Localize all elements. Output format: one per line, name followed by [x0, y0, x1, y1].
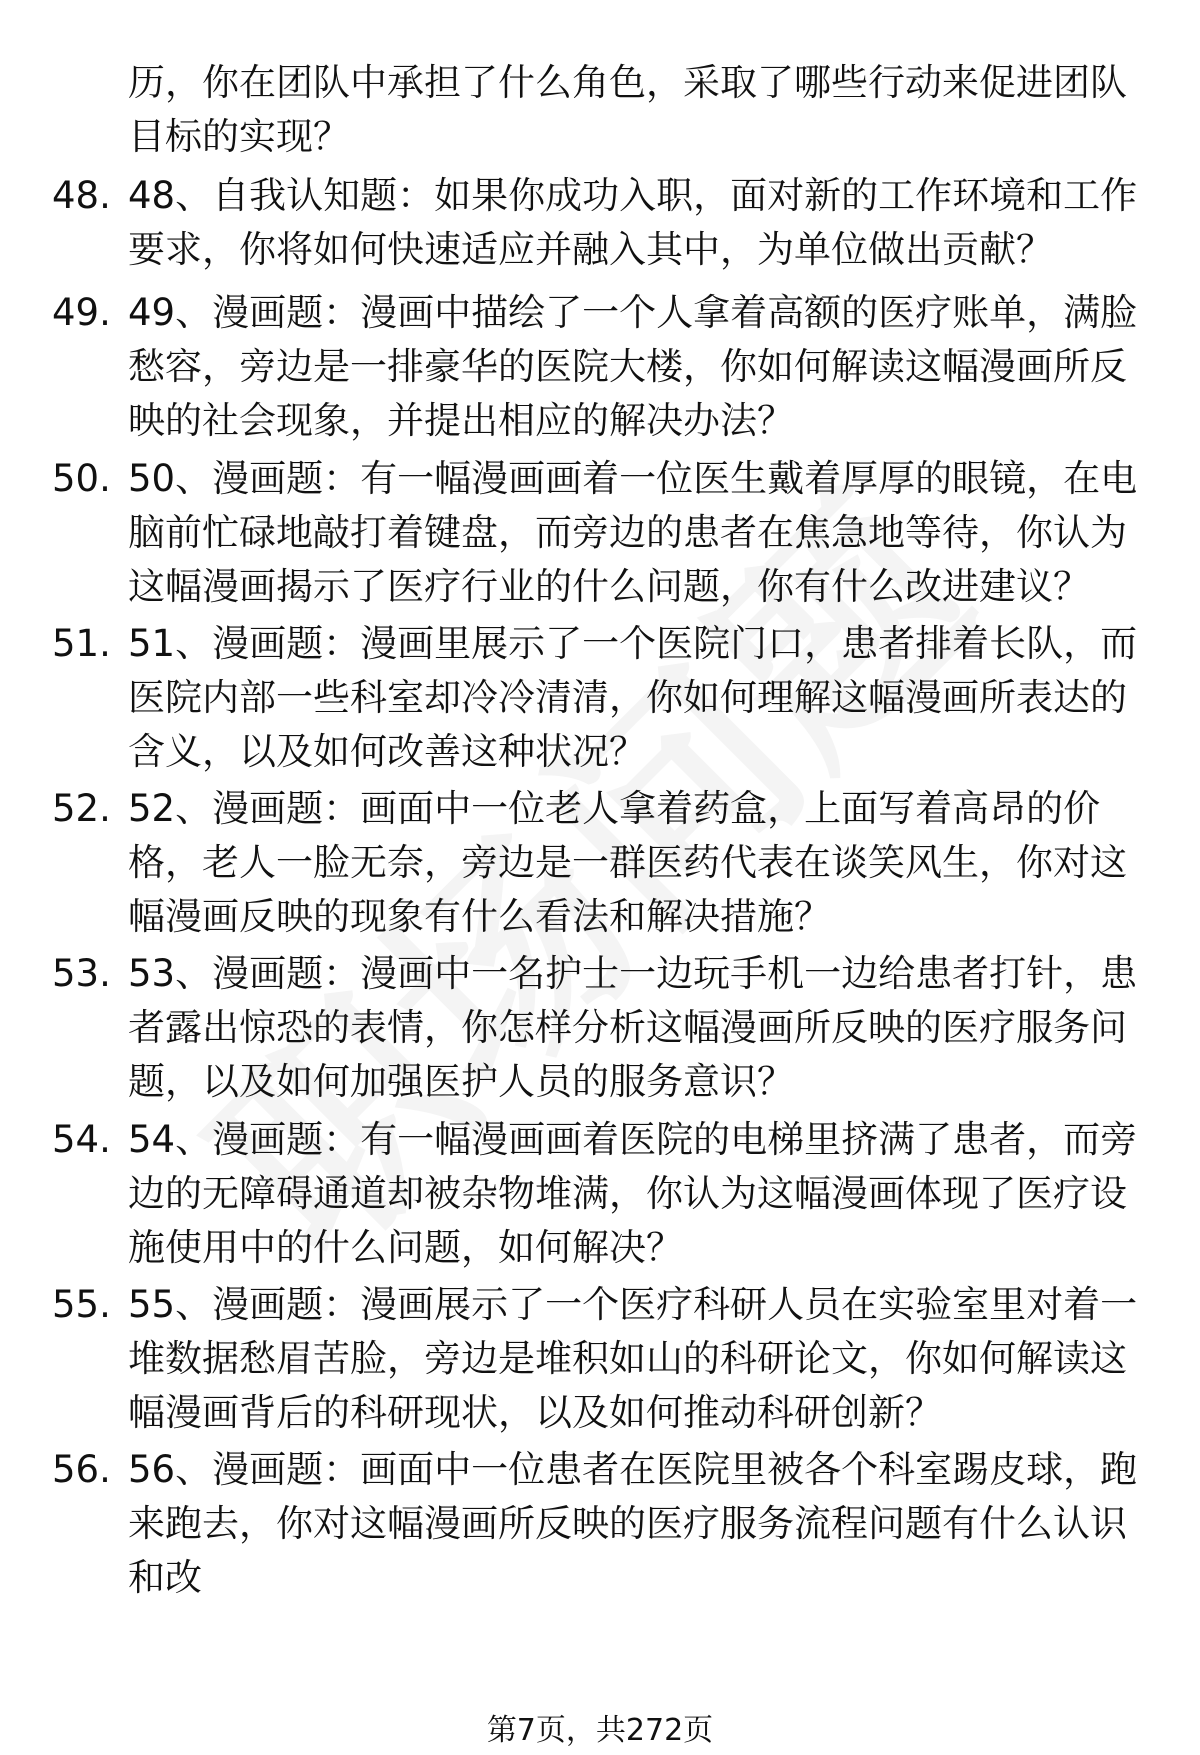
question-text: 54、漫画题：有一幅漫画画着医院的电梯里挤满了患者，而旁边的无障碍通道却被杂物堆满，你认为这幅漫画体现了医疗设施使用中的什么问题，如何解决？	[128, 1118, 1138, 1269]
question-text: 56、漫画题：画面中一位患者在医院里被各个科室踢皮球，跑来跑去，你对这幅漫画所反映的医疗服务流程问题有什么认识和改	[128, 1448, 1138, 1599]
question-number: 51.	[52, 622, 111, 665]
question-text: 48、自我认知题：如果你成功入职，面对新的工作环境和工作要求，你将如何快速适应并融入其中，为单位做出贡献？	[128, 174, 1138, 271]
question-number: 55.	[52, 1283, 111, 1326]
question-number: 48.	[52, 174, 111, 217]
question-text: 55、漫画题：漫画展示了一个医疗科研人员在实验室里对着一堆数据愁眉苦脸，旁边是堆积如山的科研论文，你如何解读这幅漫画背后的科研现状，以及如何推动科研创新？	[128, 1283, 1138, 1434]
question-number: 52.	[52, 787, 111, 830]
question-text: 50、漫画题：有一幅漫画画着一位医生戴着厚厚的眼镜，在电脑前忙碌地敲打着键盘，而旁边的患者在焦急地等待，你认为这幅漫画揭示了医疗行业的什么问题，你有什么改进建议？	[128, 457, 1138, 608]
page-footer: 第7页，共272页	[486, 1713, 714, 1748]
question-text: 49、漫画题：漫画中描绘了一个人拿着高额的医疗账单，满脸愁容，旁边是一排豪华的医院大楼，你如何解读这幅漫画所反映的社会现象，并提出相应的解决办法？	[128, 291, 1138, 442]
question-number: 49.	[52, 291, 111, 334]
continued-question-text: 历，你在团队中承担了什么角色，采取了哪些行动来促进团队目标的实现？	[128, 61, 1127, 158]
question-number: 56.	[52, 1448, 111, 1491]
question-number: 54.	[52, 1118, 111, 1161]
question-text: 52、漫画题：画面中一位老人拿着药盒，上面写着高昂的价格，老人一脸无奈，旁边是一群医药代表在谈笑风生，你对这幅漫画反映的现象有什么看法和解决措施？	[128, 787, 1127, 938]
question-text: 51、漫画题：漫画里展示了一个医院门口，患者排着长队，而医院内部一些科室却冷冷清清，你如何理解这幅漫画所表达的含义，以及如何改善这种状况？	[128, 622, 1138, 773]
question-text: 53、漫画题：漫画中一名护士一边玩手机一边给患者打针，患者露出惊恐的表情，你怎样分析这幅漫画所反映的医疗服务问题，以及如何加强医护人员的服务意识？	[128, 952, 1138, 1103]
question-number: 53.	[52, 952, 111, 995]
question-number: 50.	[52, 457, 111, 500]
